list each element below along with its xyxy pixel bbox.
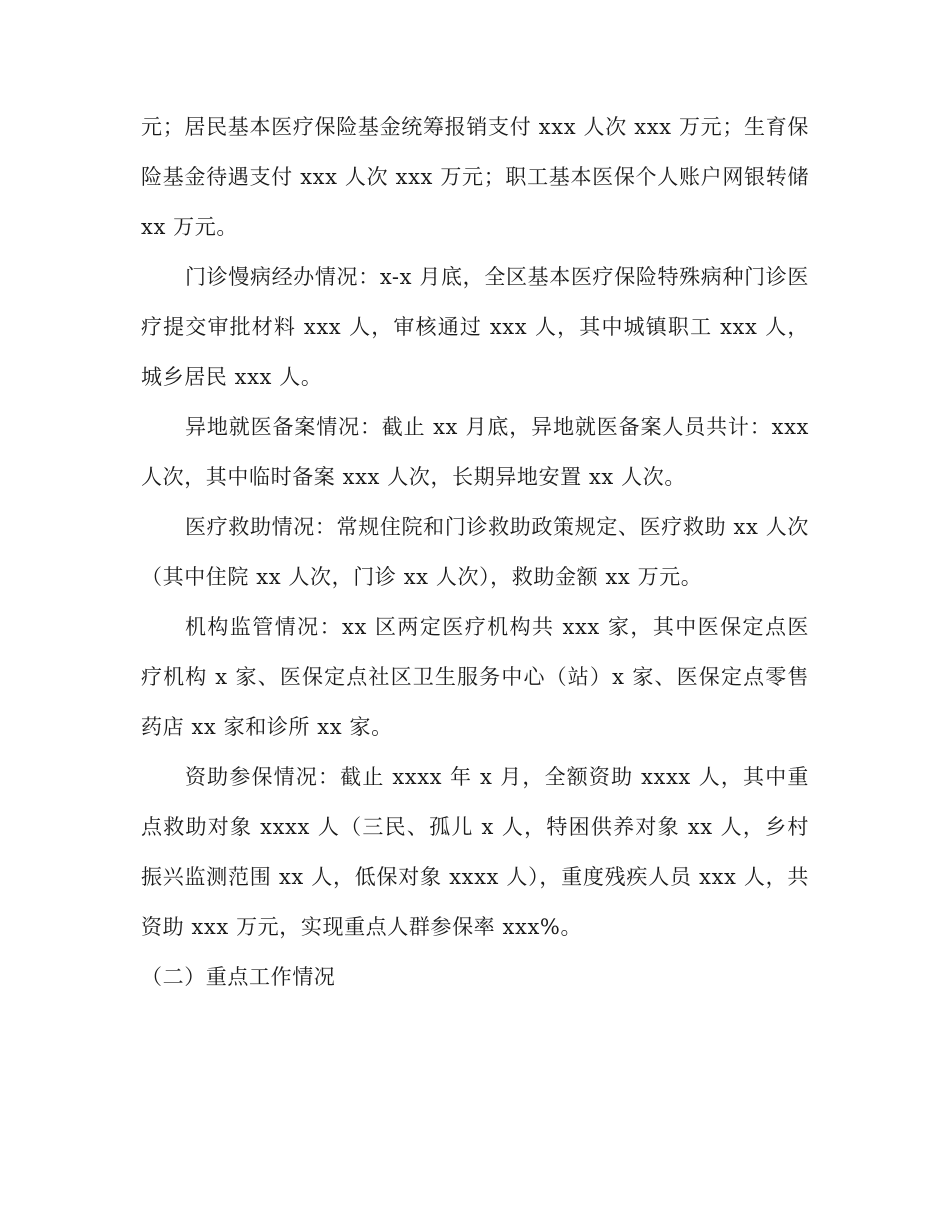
paragraph-outpatient-chronic: 门诊慢病经办情况：x-x 月底，全区基本医疗保险特殊病种门诊医疗提交审批材料 xxx 人，审核通过 xxx 人，其中城镇职工 xxx 人，城乡居民 xxx 人。: [141, 265, 809, 389]
paragraph-fund-payments: 元；居民基本医疗保险基金统筹报销支付 xxx 人次 xxx 万元；生育保险基金待遇支付 xxx 人次 xxx 万元；职工基本医保个人账户网银转储 xx 万元。: [141, 115, 809, 239]
document-body: [141, 102, 809, 1002]
paragraph-medical-assistance: 医疗救助情况：常规住院和门诊救助政策规定、医疗救助 xx 人次（其中住院 xx 人次，门诊 xx 人次），救助金额 xx 万元。: [141, 515, 809, 589]
paragraph-insurance-subsidy: 资助参保情况：截止 xxxx 年 x 月，全额资助 xxxx 人，其中重点救助对象 xxxx 人（三民、孤儿 x 人，特困供养对象 xx 人，乡村振兴监测范围 xx 人，低保对象 xxxx 人），重度残疾人员 xxx 人，共资助 xxx 万元，实现重点人群参保率 xxx%。: [141, 765, 809, 939]
paragraph-institution-supervision: 机构监管情况：xx 区两定医疗机构共 xxx 家，其中医保定点医疗机构 x 家、医保定点社区卫生服务中心（站）x 家、医保定点零售药店 xx 家和诊所 xx 家。: [141, 615, 809, 739]
section-heading-key-work: （二）重点工作情况: [141, 965, 336, 989]
paragraph-remote-medical-filing: 异地就医备案情况：截止 xx 月底，异地就医备案人员共计：xxx 人次，其中临时备案 xxx 人次，长期异地安置 xx 人次。: [141, 415, 809, 489]
